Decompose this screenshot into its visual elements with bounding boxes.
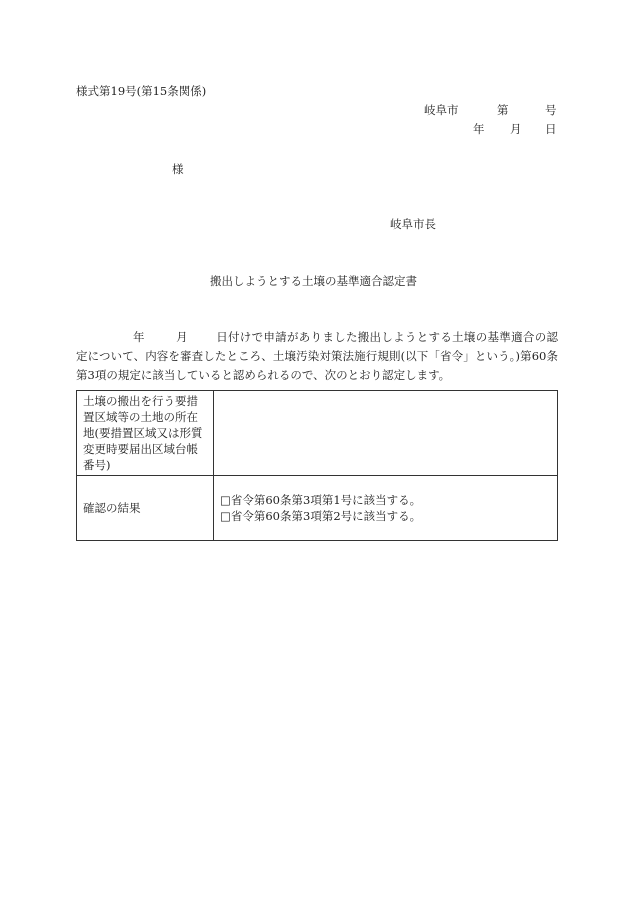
body-year-unit: 年 [133,330,145,344]
issuer-city: 岐阜市 [424,103,459,117]
result-options [214,476,558,541]
table-row-location [77,391,558,476]
table-row-result [77,476,558,541]
result-option-1: □省令第60条第3項第1号に該当する。 [220,493,422,507]
date-year-label: 年 [473,122,485,136]
body-paragraph [76,328,558,385]
result-label: 確認の結果 [77,476,214,541]
result-option-2: □省令第60条第3項第2号に該当する。 [220,509,422,523]
form-number: 様式第19号(第15条関係) [76,84,207,98]
date-day-label: 日 [545,122,557,136]
body-text: 日付けで申請がありました搬出しようとする土壌の基準適合の認定について、内容を審査したところ、土壌汚染対策法施行規則(以下「省令」という。)第60条第3項の規定に該当していると認められるので、次のとおり認定します。 [76,330,558,382]
addressee-suffix: 様 [172,162,184,176]
document-title: 搬出しようとする土壌の基準適合認定書 [210,274,417,288]
date-month-label: 月 [510,122,522,136]
location-label: 土壌の搬出を行う要措置区域等の土地の所在地(要措置区域又は形質変更時要届出区域台帳番号) [77,391,214,476]
certification-table [76,390,558,541]
location-value [214,391,558,476]
body-month-unit: 月 [175,330,188,344]
issuer-number-suffix: 号 [545,103,557,117]
issuer-number-prefix: 第 [497,103,509,117]
issuer-mayor: 岐阜市長 [390,217,436,231]
